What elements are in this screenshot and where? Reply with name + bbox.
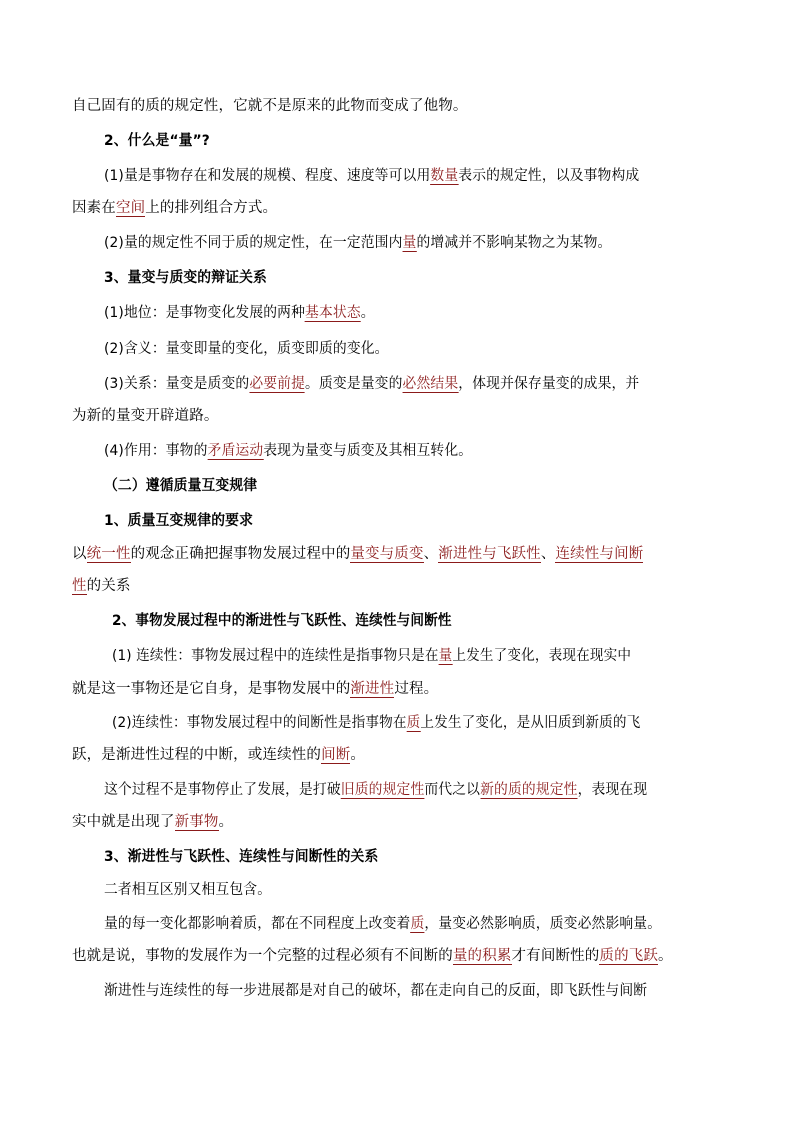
text-line: [72, 544, 722, 564]
keyword-highlight: 旧质的规定性: [340, 782, 425, 798]
section-heading: [104, 511, 722, 531]
text-segment: 因素在: [72, 200, 116, 216]
text-line: [104, 374, 722, 394]
text-line: [104, 914, 722, 934]
keyword-highlight: 必要前提: [249, 376, 306, 392]
text-line: [72, 946, 722, 966]
keyword-highlight: 必然结果: [402, 376, 459, 392]
text-segment: 上的排列组合方式。: [145, 200, 278, 216]
text-line: [112, 713, 722, 733]
section-heading: [104, 476, 722, 496]
text-segment: 。质变是量变的: [305, 376, 403, 392]
text-segment: 实中就是出现了: [72, 814, 175, 830]
text-line: [104, 780, 722, 800]
keyword-highlight: 渐进性与飞跃性: [438, 546, 541, 562]
keyword-highlight: 空间: [115, 200, 146, 216]
keyword-highlight: 连续性与间断: [555, 546, 644, 562]
text-segment: 才有间断性的: [511, 948, 600, 964]
text-segment: (2)含义：量变即量的变化，质变即质的变化。: [104, 341, 389, 357]
keyword-highlight: 数量: [430, 168, 459, 184]
text-segment: 的增减并不影响某物之为某物。: [416, 235, 612, 251]
text-segment: 2、什么是“量”?: [104, 133, 210, 149]
text-line: [104, 233, 722, 253]
text-line: [72, 812, 722, 832]
text-line: [104, 303, 722, 323]
text-segment: (1) 连续性：事物发展过程中的连续性是指事物只是在: [112, 648, 439, 664]
keyword-highlight: 质: [406, 715, 421, 731]
keyword-highlight: 质的飞跃: [599, 948, 659, 964]
keyword-highlight: 量: [438, 648, 453, 664]
text-segment: 以: [72, 546, 87, 562]
text-segment: 3、量变与质变的辩证关系: [104, 270, 267, 286]
keyword-highlight: 新事物: [174, 814, 219, 830]
text-segment: 这个过程不是事物停止了发展，是打破: [104, 782, 341, 798]
text-segment: 表现为量变与质变及其相互转化。: [263, 443, 473, 459]
text-line: [72, 406, 722, 426]
text-segment: 。: [350, 747, 366, 763]
text-line: [72, 576, 722, 596]
text-segment: 的关系: [86, 578, 131, 594]
text-segment: 。: [360, 305, 375, 321]
text-segment: 上发生了变化，是从旧质到新质的飞: [420, 715, 641, 731]
text-line: [72, 679, 722, 699]
keyword-highlight: 量变与质变: [350, 546, 424, 562]
text-segment: 量的每一变化都影响着质，都在不同程度上改变着: [104, 916, 411, 932]
text-line: [104, 339, 722, 359]
text-segment: 3、渐进性与飞跃性、连续性与间断性的关系: [104, 849, 379, 865]
text-segment: （二）遵循质量互变规律: [104, 478, 258, 494]
text-line: [104, 880, 722, 900]
keyword-highlight: 基本状态: [305, 305, 361, 321]
text-segment: (1)量是事物存在和发展的规模、程度、速度等可以用: [104, 168, 431, 184]
text-segment: (1)地位：是事物变化发展的两种: [104, 305, 306, 321]
text-segment: 渐进性与连续性的每一步进展都是对自己的破坏，都在走向自己的反面，即飞跃性与间断: [104, 983, 648, 999]
text-segment: 也就是说，事物的发展作为一个完整的过程必须有不间断的: [72, 948, 453, 964]
text-segment: 。: [658, 948, 673, 964]
text-segment: 跃，是渐进性过程的中断，或连续性的: [72, 747, 322, 763]
text-segment: 自己固有的质的规定性，它就不是原来的此物而变成了他物。: [72, 98, 468, 114]
text-segment: 表示的规定性，以及事物构成: [458, 168, 640, 184]
keyword-highlight: 质: [410, 916, 425, 932]
text-segment: 的观念正确把握事物发展过程中的: [130, 546, 351, 562]
keyword-highlight: 统一性: [86, 546, 131, 562]
text-segment: 1、质量互变规律的要求: [104, 513, 254, 529]
text-segment: 就是这一事物还是它自身，是事物发展中的: [72, 681, 351, 697]
keyword-highlight: 性: [72, 578, 87, 594]
text-segment: 为新的量变开辟道路。: [72, 408, 219, 424]
text-segment: ，量变必然影响质，质变必然影响量。: [424, 916, 662, 932]
text-segment: (4)作用：事物的: [104, 443, 208, 459]
text-segment: ，表现在现: [577, 782, 648, 798]
keyword-highlight: 新的质的规定性: [480, 782, 578, 798]
text-segment: (3)关系：量变是质变的: [104, 376, 250, 392]
text-segment: 2、事物发展过程中的渐进性与飞跃性、连续性与间断性: [112, 613, 452, 629]
section-heading: [104, 847, 722, 867]
text-segment: 上发生了变化，表现在现实中: [452, 648, 632, 664]
text-segment: (2)量的规定性不同于质的规定性，在一定范围内: [104, 235, 403, 251]
text-segment: ，体现并保存量变的成果，并: [458, 376, 640, 392]
text-segment: (2)连续性：事物发展过程中的间断性是指事物在: [112, 715, 407, 731]
text-line: [104, 441, 722, 461]
keyword-highlight: 渐进性: [350, 681, 395, 697]
text-segment: 、: [423, 546, 439, 562]
section-heading: [104, 268, 722, 288]
text-segment: 过程。: [394, 681, 439, 697]
text-segment: 而代之以: [424, 782, 481, 798]
text-line: [72, 198, 722, 218]
text-line: [104, 166, 722, 186]
keyword-highlight: 量的积累: [452, 948, 512, 964]
keyword-highlight: 矛盾运动: [207, 443, 264, 459]
section-heading: [104, 131, 722, 151]
text-line: [72, 96, 722, 116]
text-segment: 、: [540, 546, 556, 562]
text-line: [72, 745, 722, 765]
text-line: [104, 981, 722, 1001]
section-heading: [112, 611, 722, 631]
keyword-highlight: 间断: [321, 747, 351, 763]
text-segment: 二者相互区别又相互包含。: [104, 882, 272, 898]
keyword-highlight: 量: [402, 235, 417, 251]
text-line: [112, 646, 722, 666]
text-segment: 。: [218, 814, 234, 830]
